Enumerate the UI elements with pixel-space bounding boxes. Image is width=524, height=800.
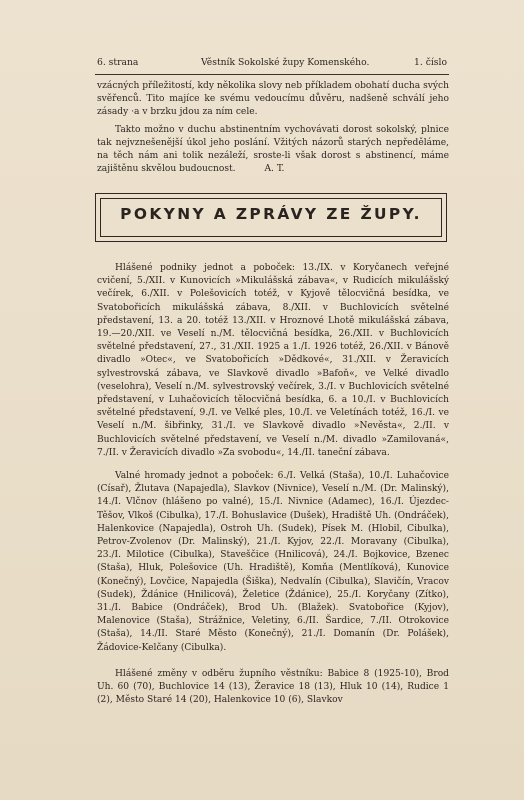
changes-text <box>97 668 449 708</box>
page-number: 6. strana <box>97 57 139 68</box>
intro-paragraph-2-text: Takto možno v duchu abstinentním vychovávati dorost sokolský, plnice tak nejvznešenější úkol jeho poslání. Vžitých názorů starých nepředěláme, na těch nám ani tolik nezáleží, srostе-li však dorost s abstinencí, máme zajištěnu skvělou budoucnost. <box>97 124 449 175</box>
changes-paragraph: Hlášené změny v odběru župního věstníku: Babice 8 (1925-10), Brod Uh. 60 (70), Buchlovice 14 (13), Žeravice 18 (13), Hluk 10 (14), Rudice 1 (2), Město Staré 14 (20), Halenkovice 10 (6), Slavkov <box>97 669 449 706</box>
events-text <box>97 262 449 460</box>
meetings-paragraph: Valné hromady jednot a poboček: 6./I. Velká (Staša), 10./I. Luhačovice (Císař), Žlutava (Napajedla), Slavkov (Nivnice), Veselí n./M. (Dr. Malinský), 14./I. Vlčnov (hlášeno po valné), 15./I. Nivnice (Adamec), 16./I. Újezdec-Těšov, Vlkoš (Cibulka), 17./I. Bohuslavice (Dušek), Hradiště Uh. (Ondráček), Halenkovice (Napajedla), Ostroh Uh. (Sudek), Písek M. (Hlobil, Cibulka), Petrov-Zvolenov (Dr. Malinský), 21./I. Kyjov, 22./I. Moravany (Cibulka), 23./I. Milotice (Cibulka), Staveščice (Hnilicová), 24./I. Bojkovice, Bzenec (Staša), Hluk, Polešovice (Uh. Hradiště), Komňa (Mentlíková), Kunovice (Konečný), Lovčice, Napajedla (Šiška), Nedvalín (Cibulka), Slavičín, Vracov (Sudek), Ždánice (Hnilicová), Želetice (Ždánice), 25./I. Koryčany (Zítko), 31./I. Babice (Ondráček), Brod Uh. (Blažek). Svatobořice (Kyjov), Malenovice (Staša), Strážnice, Veletiny, 6./II. Šardice, 7./II. Otrokovice (Staša), 14./II. Staré Město (Konečný), 21./I. Domanín (Dr. Polášek), Žádovice-Kelčany (Cibulka). <box>97 471 449 653</box>
section-heading-box <box>95 193 447 242</box>
header-rule <box>95 74 449 75</box>
intro-paragraph-2 <box>97 124 449 177</box>
meetings-text <box>97 470 449 655</box>
author-signature: A. T. <box>264 164 285 175</box>
intro-paragraph-1: vzácných příležitostí, kdy několika slovy neb příkladem obohatí duchа svých svěřenců. Tito majíce ke svému vedoucímu důvěru, nadšeně schválí jeho zásady ·a v brzku jdou za ním cele. <box>97 81 449 118</box>
intro-text <box>97 80 449 176</box>
journal-title: Věstník Sokolské župy Komenského. <box>201 57 370 68</box>
running-header <box>97 56 447 70</box>
events-paragraph: Hlášené podniky jednot a poboček: 13./IX. v Koryčanech veřejné cvičení, 5./XII. v Kunovicích »Mikulášská zábava«, v Rudicích mikulášský večírek, 6./XII. v Polešovicích totéž, v Kyjově tělocvičná besídka, ve Svatobořicích mikulášská zábava, 8./XII. v Buchlovicích světelné představení, 13. a 20. totéž 13./XII. v Hroznové Lhotě mikulášská zábava, 19.—20./XII. ve Veselí n./M. tělocvičná besídka, 26./XII. v Buchlovicích světelné představení, 27., 31./XII. 1925 a 1./I. 1926 totéž, 26./XII. v Bánově divadlo »Otec«, ve Svatobořicích »Dědkové«, 31./XII. v Žeravicích sylvestrovská zábava, ve Slavkově divadlo »Bafoň«, ve Velké divadlo (veselohra), Veselí n./M. sylvestrovský večírek, 3./I. v Buchlovicích světelné představení, v Luhačovicích tělocvičná besídka, 6. a 10./I. v Buchlovicích světelné představení, 9./I. ve Velké ples, 10./I. ve Veletínách totéž, 16./I. ve Veselí n./M. šibřinky, 31./I. ve Slavkově divadlo »Nevěsta«, 2./II. v Buchlovicích světelné představení, ve Veselí n./M. divadlo »Zamilovaná«, 7./II. v Žeravicích divadlo »Za svobodu«, 14./II. taneční zábava. <box>97 263 449 458</box>
section-heading: POKYNY A ZPRÁVY ZE ŽUPY. <box>120 205 422 223</box>
issue-number: 1. číslo <box>414 57 447 68</box>
